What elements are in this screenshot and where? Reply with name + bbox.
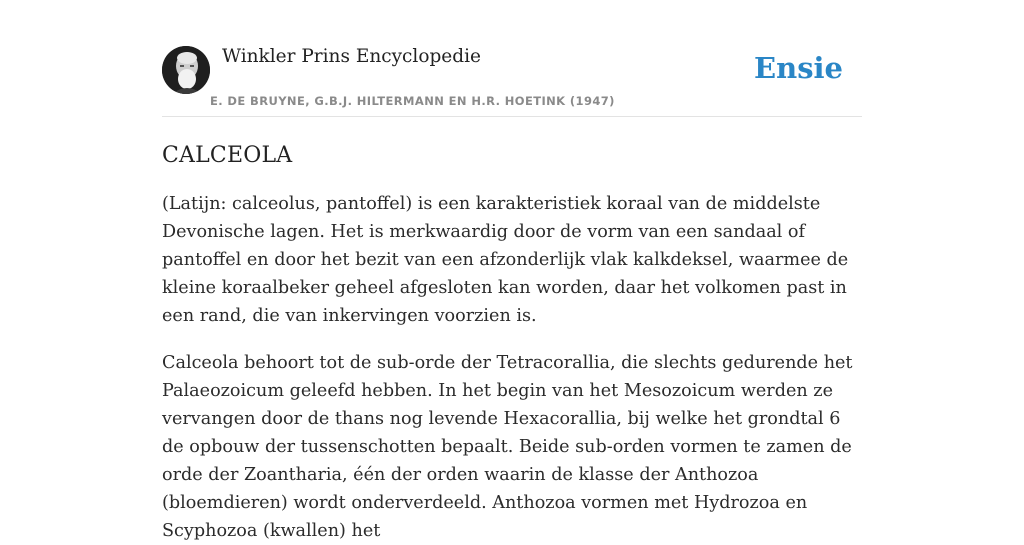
source-title[interactable]: Winkler Prins Encyclopedie xyxy=(222,46,481,67)
author-avatar[interactable] xyxy=(162,46,210,94)
entry-title: CALCEOLA xyxy=(162,143,293,168)
page xyxy=(162,0,862,545)
source-authors: E. DE BRUYNE, G.B.J. HILTERMANN EN H.R. HOETINK (1947) xyxy=(210,94,615,108)
article-paragraph: (Latijn: calceolus, pantoffel) is een karakteristiek koraal van de middelste Devonische lagen. Het is merkwaardig door de vorm van een sandaal of pantoffel en door het bezit van een afzonderlijk vlak kalkdeksel, waarmee de kleine koraalbeker geheel afgesloten kan worden, daar het volkomen past in een rand, die van inkervingen voorzien is. xyxy=(162,194,849,326)
source-header xyxy=(162,0,862,117)
article-paragraph: Calceola behoort tot de sub-orde der Tetracorallia, die slechts gedurende het Palaeozoicum geleefd hebben. In het begin van het Mesozoicum werden ze vervangen door de thans nog levende Hexacorallia, bij welke het grondtal 6 de opbouw der tussenschotten bepaalt. Beide sub-orden vormen te zamen de orde der Zoantharia, één der orden waarin de klasse der Anthozoa (bloemdieren) wordt onderverdeeld. Anthozoa vormen met Hydrozoa en Scyphozoa (kwallen) het xyxy=(162,353,853,541)
brand-logo[interactable]: Ensie xyxy=(754,51,843,85)
author-portrait-icon xyxy=(162,46,210,94)
